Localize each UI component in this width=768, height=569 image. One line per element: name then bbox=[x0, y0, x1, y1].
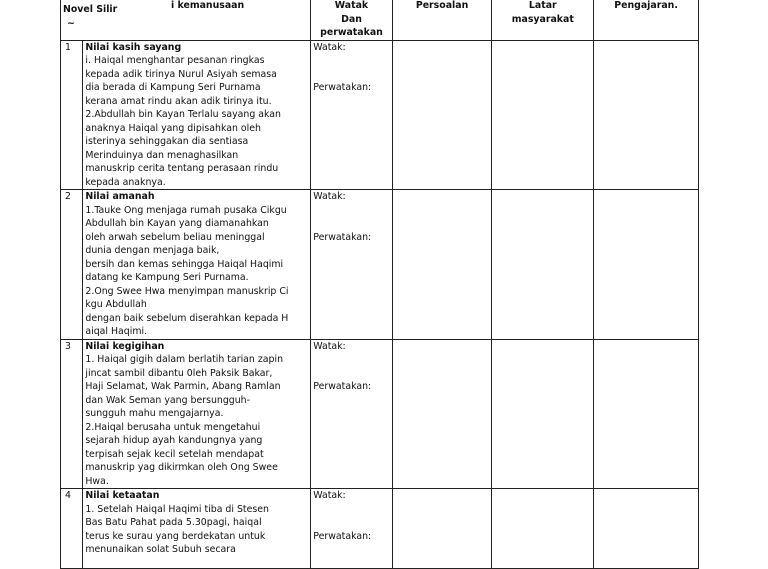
nilai-line: i. Haiqal menghantar pesanan ringkas bbox=[85, 55, 265, 66]
nilai-line: oleh arwah sebelum beliau meninggal bbox=[85, 231, 265, 243]
nilai-line: sungguh mahu mengajarnya. bbox=[85, 408, 224, 419]
perwatakan-label: Perwatakan: bbox=[313, 82, 372, 93]
nilai-line: 2.Ong Swee Hwa menyimpan manuskrip Ci bbox=[85, 285, 289, 297]
nilai-line: Hwa. bbox=[85, 475, 109, 487]
pengajaran-cell bbox=[594, 489, 699, 569]
nilai-line: Merinduinya dan menaghasilkan bbox=[85, 149, 239, 161]
table-row bbox=[61, 190, 699, 340]
header-pengajaran: Pengajaran. bbox=[594, 0, 699, 40]
table-row bbox=[61, 339, 699, 489]
nilai-line: 1. Haiqal gigih dalam berlatih tarian zapin bbox=[85, 354, 284, 365]
table-header-row bbox=[61, 0, 699, 40]
watak-label: Watak: bbox=[313, 191, 346, 202]
header-fragment: ~ bbox=[67, 18, 75, 29]
watak-label: Watak: bbox=[313, 490, 346, 501]
perwatakan-label: Perwatakan: bbox=[313, 381, 372, 392]
latar-cell bbox=[492, 339, 594, 489]
nilai-line: dan Wak Seman yang bersungguh- bbox=[85, 394, 251, 406]
nilai-line: dunia dengan menjaga baik, bbox=[85, 245, 220, 256]
pengajaran-cell bbox=[594, 190, 699, 340]
nilai-title: Nilai amanah bbox=[85, 191, 155, 202]
header-persoalan: Persoalan bbox=[392, 0, 492, 40]
nilai-line: 1.Tauke Ong menjaga rumah pusaka Cikgu bbox=[85, 204, 287, 216]
table-row bbox=[61, 40, 699, 190]
nilai-line: terus ke surau yang berdekatan untuk bbox=[85, 530, 266, 542]
watak-label: Watak: bbox=[313, 340, 346, 352]
nilai-line: manuskrip cerita tentang perasaan rindu bbox=[85, 163, 279, 174]
nilai-title: Nilai ketaatan bbox=[85, 490, 160, 501]
nilai-cell bbox=[83, 190, 311, 340]
nilai-line: kepada anaknya. bbox=[85, 176, 166, 188]
nilai-line: manuskrip yag dikirmkan oleh Ong Swee bbox=[85, 462, 278, 473]
nilai-title: Nilai kegigihan bbox=[85, 340, 165, 352]
row-number: 2 bbox=[61, 190, 83, 340]
header-nilai-kemanusaan: i kemanusaan bbox=[171, 0, 245, 11]
nilai-line: 2.Abdullah bin Kayan Terlalu sayang akan bbox=[85, 109, 281, 120]
nilai-line: dia berada di Kampung Seri Purnama bbox=[85, 82, 261, 93]
nilai-line: jincat sambil dibantu 0leh Paksik Bakar, bbox=[85, 367, 273, 379]
latar-cell bbox=[492, 40, 594, 190]
nilai-line: kepada adik tirinya Nurul Asiyah semasa bbox=[85, 68, 277, 80]
perwatakan-label: Perwatakan: bbox=[313, 530, 372, 542]
latar-cell bbox=[492, 489, 594, 569]
row-number: 3 bbox=[61, 339, 83, 489]
pengajaran-cell bbox=[594, 40, 699, 190]
persoalan-cell bbox=[392, 489, 492, 569]
watak-cell bbox=[311, 489, 392, 569]
nilai-line: dengan baik sebelum diserahkan kepada H bbox=[85, 312, 289, 324]
nilai-line: isterinya sehinggakan dia sentiasa bbox=[85, 136, 249, 147]
nilai-title: Nilai kasih sayang bbox=[85, 41, 182, 53]
row-number: 4 bbox=[61, 489, 83, 569]
nilai-cell bbox=[83, 339, 311, 489]
header-novel-nilai bbox=[61, 0, 311, 40]
persoalan-cell bbox=[392, 40, 492, 190]
nilai-line: 1. Setelah Haiqal Haqimi tiba di Stesen bbox=[85, 503, 269, 515]
watak-cell bbox=[311, 190, 392, 340]
persoalan-cell bbox=[392, 339, 492, 489]
nilai-line: 2.Haiqal berusaha untuk mengetahui bbox=[85, 421, 261, 433]
pengajaran-cell bbox=[594, 339, 699, 489]
values-table bbox=[60, 0, 699, 569]
nilai-line: anaknya Haiqal yang dipisahkan oleh bbox=[85, 122, 261, 134]
perwatakan-label: Perwatakan: bbox=[313, 231, 372, 243]
header-novel-title: Novel Silir bbox=[63, 4, 118, 15]
nilai-line: datang ke Kampung Seri Purnama. bbox=[85, 272, 249, 283]
watak-label: Watak: bbox=[313, 41, 346, 53]
nilai-line: Bas Batu Pahat pada 5.30pagi, haiqal bbox=[85, 517, 262, 528]
nilai-line: bersih dan kemas sehingga Haiqal Haqimi bbox=[85, 258, 284, 270]
table-row bbox=[61, 489, 699, 569]
row-number: 1 bbox=[61, 40, 83, 190]
persoalan-cell bbox=[392, 190, 492, 340]
nilai-line: aiqal Haqimi. bbox=[85, 326, 148, 337]
latar-cell bbox=[492, 190, 594, 340]
header-watak: Watak Dan perwatakan bbox=[311, 0, 392, 40]
nilai-line: Abdullah bin Kayan yang diamanahkan bbox=[85, 218, 269, 229]
header-latar: Latar masyarakat bbox=[492, 0, 594, 40]
watak-cell bbox=[311, 339, 392, 489]
nilai-line: kerana amat rindu akan adik tirinya itu. bbox=[85, 95, 272, 107]
nilai-line: terpisah sejak kecil setelah mendapat bbox=[85, 448, 264, 460]
nilai-cell bbox=[83, 40, 311, 190]
nilai-line: kgu Abdullah bbox=[85, 299, 147, 310]
nilai-line: sejarah hidup ayah kandungnya yang bbox=[85, 435, 263, 446]
nilai-line: Haji Selamat, Wak Parmin, Abang Ramlan bbox=[85, 381, 281, 392]
nilai-cell bbox=[83, 489, 311, 569]
nilai-line: menunaikan solat Subuh secara bbox=[85, 544, 236, 555]
watak-cell bbox=[311, 40, 392, 190]
